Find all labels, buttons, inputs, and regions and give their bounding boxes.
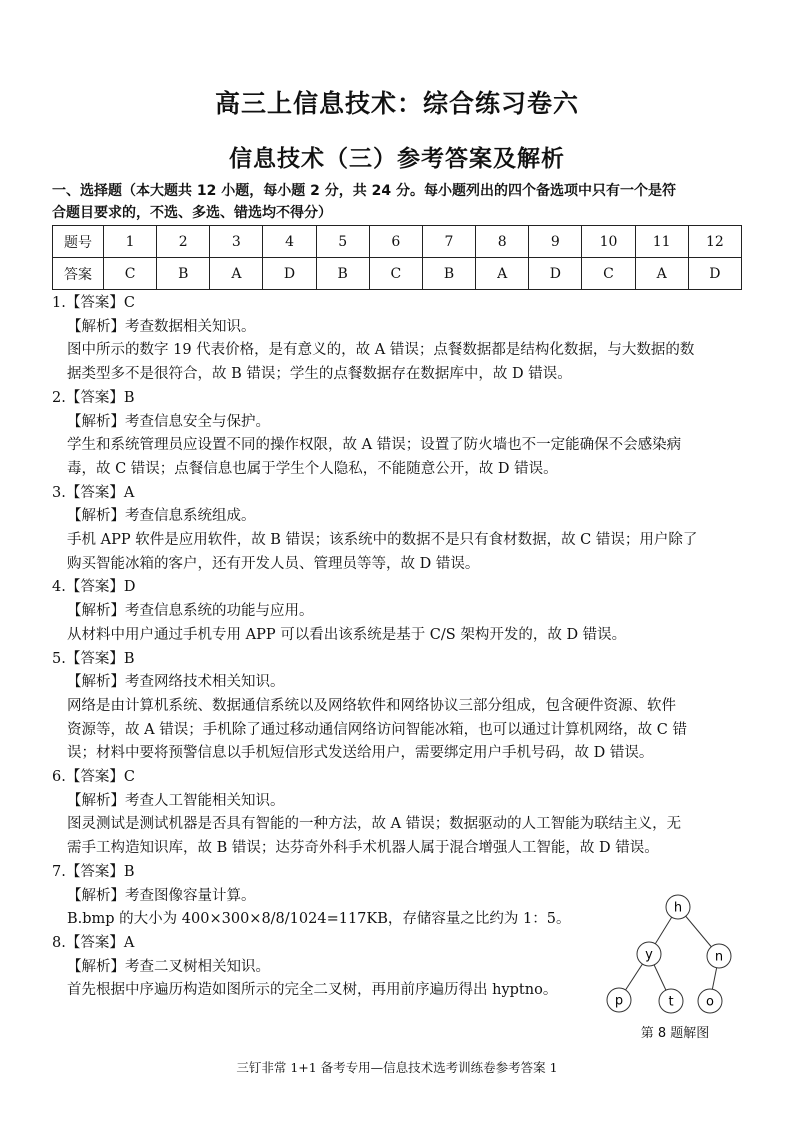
section-heading-line-2: 合题目要求的，不选、多选、错选均不得分）	[52, 205, 332, 221]
question-number: 4	[263, 226, 316, 258]
answer-cell: A	[210, 258, 263, 290]
tree-node-p	[607, 988, 631, 1012]
question-number: 10	[582, 226, 635, 258]
answer-line: 2.【答案】B	[52, 389, 135, 406]
answer-cell: D	[688, 258, 741, 290]
tree-node-label: o	[706, 994, 714, 1010]
answer-cell: A	[476, 258, 529, 290]
answer-cell: B	[422, 258, 475, 290]
tree-node-t	[659, 989, 683, 1013]
explanation-line: 首先根据中序遍历构造如图所示的完全二叉树，再用前序遍历得出 hyptno。	[67, 982, 558, 999]
analysis-line: 【解析】考查图像容量计算。	[67, 887, 256, 904]
tree-edges	[619, 907, 719, 1001]
question-number: 11	[635, 226, 688, 258]
explanation-line: 误；材料中要将预警信息以手机短信形式发送给用户，需要绑定用户手机号码，故 D 错误。	[67, 745, 654, 762]
answer-table	[52, 225, 742, 290]
analysis-line: 【解析】考查信息系统的功能与应用。	[67, 603, 314, 620]
tree-nodes	[607, 895, 731, 1013]
analysis-line: 【解析】考查网络技术相关知识。	[67, 674, 285, 691]
tree-caption: 第 8 题解图	[640, 1026, 710, 1041]
explanation-line: 图中所示的数字 19 代表价格，是有意义的，故 A 错误；点餐数据都是结构化数据，与大数据的数	[67, 342, 695, 359]
question-number: 12	[688, 226, 741, 258]
answer-cell: D	[529, 258, 582, 290]
explanation-line: 手机 APP 软件是应用软件，故 B 错误；该系统中的数据不是只有食材数据，故 C 错误；用户除了	[67, 532, 698, 549]
tree-node-h	[666, 895, 690, 919]
answer-line: 8.【答案】A	[52, 934, 135, 951]
answer-line: 4.【答案】D	[52, 579, 136, 596]
tree-node-label: p	[614, 993, 624, 1009]
analysis-line: 【解析】考查二叉树相关知识。	[67, 958, 270, 975]
table-answer-label: 答案	[53, 258, 104, 290]
answer-line: 3.【答案】A	[52, 484, 135, 501]
question-number: 9	[529, 226, 582, 258]
answer-line: 7.【答案】B	[52, 863, 135, 880]
answer-cell: B	[157, 258, 210, 290]
binary-tree-diagram	[598, 890, 748, 1020]
explanation-line: 网络是由计算机系统、数据通信系统以及网络软件和网络协议三部分组成，包含硬件资源、软件	[67, 697, 676, 714]
question-number: 2	[157, 226, 210, 258]
analysis-line: 【解析】考查信息系统组成。	[67, 508, 256, 525]
question-number: 3	[210, 226, 263, 258]
explanation-line: 学生和系统管理员应设置不同的操作权限，故 A 错误；设置了防火墙也不一定能确保不会感染病	[67, 437, 682, 454]
analysis-line: 【解析】考查信息安全与保护。	[67, 413, 270, 430]
answer-cell: C	[104, 258, 157, 290]
question-number: 5	[316, 226, 369, 258]
explanation-line: 毒，故 C 错误；点餐信息也属于学生个人隐私，不能随意公开，故 D 错误。	[67, 460, 558, 477]
answer-line: 5.【答案】B	[52, 650, 135, 667]
section-heading-line-1: 一、选择题（本大题共 12 小题，每小题 2 分，共 24 分。每小题列出的四个备选项中只有一个是符	[52, 183, 676, 199]
tree-node-label: n	[714, 949, 724, 965]
tree-node-label: t	[668, 994, 674, 1010]
answer-table-number-row	[53, 226, 742, 258]
question-number: 7	[422, 226, 475, 258]
tree-node-n	[707, 944, 731, 968]
tree-node-y	[637, 942, 661, 966]
explanation-line: 据类型多不是很符合，故 B 错误；学生的点餐数据存在数据库中，故 D 错误。	[67, 366, 572, 383]
tree-node-label: y	[645, 947, 653, 963]
analysis-line: 【解析】考查数据相关知识。	[67, 318, 256, 335]
explanation-line: 需手工构造知识库，故 B 错误；达芬奇外科手术机器人属于混合增强人工智能，故 D 错误。	[67, 840, 659, 857]
section-heading	[52, 180, 744, 224]
answer-cell: D	[263, 258, 316, 290]
answer-table-answer-row	[53, 258, 742, 290]
answer-line: 6.【答案】C	[52, 769, 135, 786]
answer-cell: C	[582, 258, 635, 290]
tree-node-label: h	[673, 900, 683, 916]
question-number: 6	[369, 226, 422, 258]
explanation-line: 从材料中用户通过手机专用 APP 可以看出该系统是基于 C/S 架构开发的，故 D 错误。	[67, 626, 627, 643]
table-header-label: 题号	[53, 226, 104, 258]
tree-node-o	[698, 989, 722, 1013]
page-footer: 三钉非常 1+1 备考专用—信息技术选考训练卷参考答案 1	[236, 1060, 558, 1075]
page-subtitle: 信息技术（三）参考答案及解析	[229, 146, 565, 172]
question-number: 8	[476, 226, 529, 258]
explanation-line: 购买智能冰箱的客户，还有开发人员、管理员等等，故 D 错误。	[67, 555, 480, 572]
page-title: 高三上信息技术：综合练习卷六	[214, 89, 579, 118]
answer-cell: A	[635, 258, 688, 290]
question-number: 1	[104, 226, 157, 258]
explanation-line: B.bmp 的大小为 400×300×8/8/1024=117KB，存储容量之比约为 1：5。	[67, 911, 571, 928]
explanation-line: 资源等，故 A 错误；手机除了通过移动通信网络访问智能冰箱，也可以通过计算机网络，故 C 错	[67, 721, 687, 738]
answer-cell: B	[316, 258, 369, 290]
explanation-line: 图灵测试是测试机器是否具有智能的一种方法，故 A 错误；数据驱动的人工智能为联结主义，无	[67, 816, 682, 833]
analysis-line: 【解析】考查人工智能相关知识。	[67, 792, 285, 809]
answer-cell: C	[369, 258, 422, 290]
answer-line: 1.【答案】C	[52, 295, 135, 311]
